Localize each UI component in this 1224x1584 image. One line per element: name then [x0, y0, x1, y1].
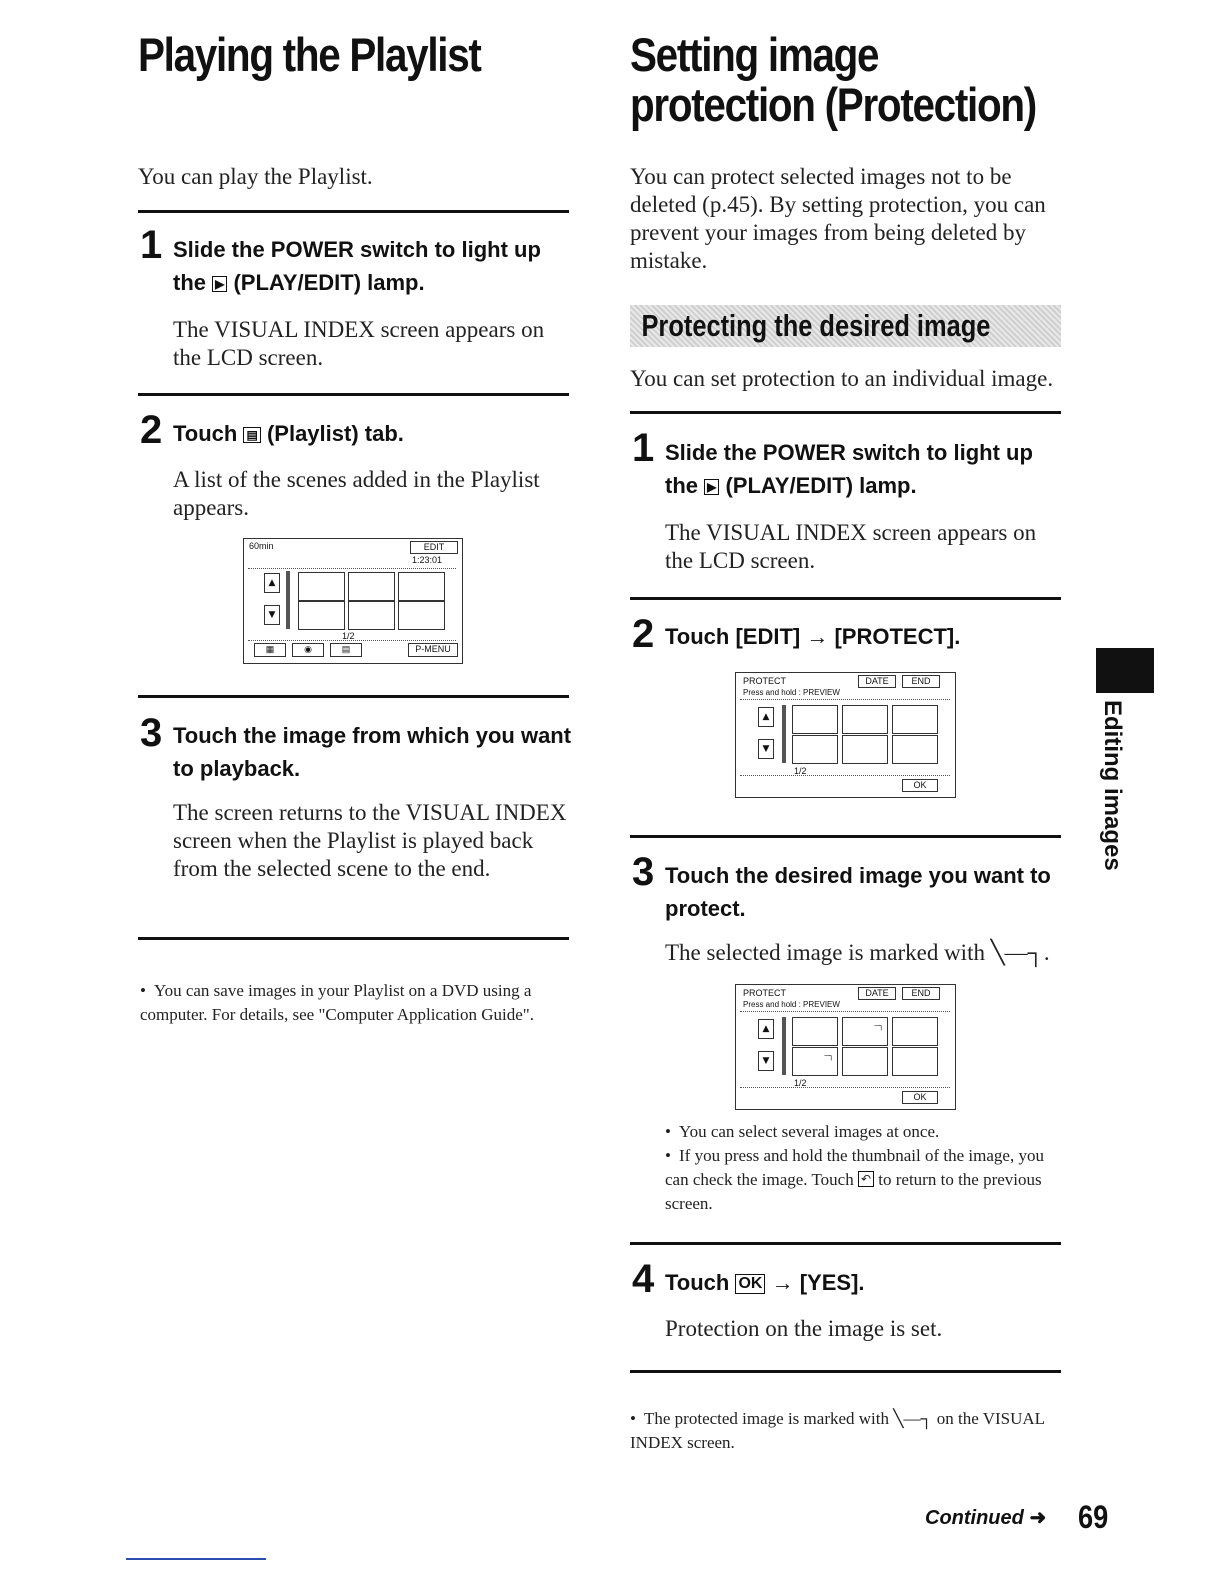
lcd-thumbnail-protected — [842, 1017, 888, 1046]
lcd-playlist-screen — [243, 538, 463, 664]
step-number: 4 — [632, 1257, 655, 1301]
lcd-ok-button: OK — [902, 1091, 938, 1104]
play-edit-icon: ▶ — [704, 479, 719, 495]
lcd-thumbnail — [892, 735, 938, 764]
lcd-thumbnail — [398, 572, 445, 601]
section-banner: Protecting the desired image — [630, 305, 1061, 347]
step-number: 3 — [632, 850, 655, 894]
divider — [630, 835, 1061, 838]
lcd-scrollbar — [782, 1017, 786, 1075]
lcd-end-button: END — [902, 987, 940, 1000]
lcd-divider — [740, 699, 950, 700]
step-title: Touch the image from which you want to playback. — [173, 723, 572, 781]
note-item: • You can select several images at once. — [665, 1122, 940, 1141]
divider — [138, 937, 569, 940]
return-icon: ↶ — [858, 1171, 874, 1187]
step-title: Slide the POWER switch to light up the ▶ (PLAY/EDIT) lamp. — [665, 440, 1033, 498]
lcd-remaining-time: 60min — [249, 541, 274, 551]
lcd-thumbnail — [792, 705, 838, 734]
step-body: The VISUAL INDEX screen appears on the LCD screen. — [665, 520, 1037, 573]
lcd-divider — [248, 568, 456, 569]
step3-notes — [665, 1120, 1065, 1216]
divider — [138, 695, 569, 698]
step-number: 2 — [140, 408, 163, 452]
lcd-thumbnail — [348, 572, 395, 601]
lcd-hint: Press and hold : PREVIEW — [743, 688, 840, 697]
lcd-scrollbar — [286, 571, 290, 629]
step-title: Touch ▤ (Playlist) tab. — [173, 421, 404, 446]
lcd-thumbnail — [298, 572, 345, 601]
divider — [630, 411, 1061, 414]
section-subtitle: You can set protection to an individual image. — [630, 366, 1054, 391]
step-number: 1 — [140, 223, 163, 267]
lcd-thumbnail — [842, 705, 888, 734]
lcd-thumbnail — [792, 1017, 838, 1046]
step-title: Touch [EDIT] → [PROTECT]. — [665, 624, 961, 649]
lcd-end-button: END — [902, 675, 940, 688]
lcd-thumbnail — [892, 705, 938, 734]
lcd-playlist-tab-icon: ▤ — [330, 643, 362, 657]
lcd-down-arrow-icon: ▼ — [264, 605, 280, 625]
lcd-thumbnail — [892, 1017, 938, 1046]
playlist-intro: You can play the Playlist. — [138, 164, 373, 189]
lcd-ok-button: OK — [902, 779, 938, 792]
protect-key-icon: ⎯┐ — [874, 1021, 884, 1030]
lcd-hint: Press and hold : PREVIEW — [743, 1000, 840, 1009]
play-edit-icon: ▶ — [212, 276, 227, 292]
lcd-page: 1/2 — [342, 631, 355, 641]
lcd-thumbnail — [842, 735, 888, 764]
lcd-page: 1/2 — [794, 1078, 807, 1088]
lcd-down-arrow-icon: ▼ — [758, 1051, 774, 1071]
lcd-protect-screen — [735, 672, 956, 798]
step-body: The selected image is marked with ╲—┐. — [665, 940, 1050, 965]
lcd-thumbnail — [398, 601, 445, 630]
lcd-pmenu-button: P-MENU — [408, 643, 458, 657]
protect-key-icon: ⎯┐ — [824, 1051, 834, 1060]
lcd-thumbnail — [298, 601, 345, 630]
lcd-thumbnail — [792, 735, 838, 764]
section-tab-marker — [1096, 648, 1154, 693]
lcd-up-arrow-icon: ▲ — [758, 1019, 774, 1039]
lcd-divider — [740, 775, 950, 776]
lcd-divider — [740, 1087, 950, 1088]
lcd-protect-title: PROTECT — [743, 988, 787, 998]
step-number: 3 — [140, 711, 163, 755]
lcd-counter: 1:23:01 — [412, 555, 443, 565]
continued-label: Continued ➜ — [925, 1507, 1047, 1529]
lcd-edit-button: EDIT — [410, 541, 458, 554]
step-number: 2 — [632, 612, 655, 656]
divider — [630, 1370, 1061, 1373]
page-title-protection-line2: protection (Protection) — [630, 78, 1036, 131]
step-body: The screen returns to the VISUAL INDEX screen when the Playlist is played back from the selected scene to the end. — [173, 800, 567, 881]
divider — [630, 597, 1061, 600]
protection-intro: You can protect selected images not to be deleted (p.45). By setting protection, you can prevent your images from being deleted by mistake. — [630, 164, 1046, 273]
divider — [630, 1242, 1061, 1245]
page-title-protection-line1: Setting image — [630, 28, 879, 81]
lcd-date-button: DATE — [858, 675, 896, 688]
page-number: 69 — [1078, 1499, 1109, 1535]
step-body: A list of the scenes added in the Playlist appears. — [173, 467, 540, 520]
note: • The protected image is marked with ╲—┐ on the VISUAL INDEX screen. — [630, 1409, 1045, 1452]
lcd-page: 1/2 — [794, 766, 807, 776]
lcd-thumbnail — [892, 1047, 938, 1076]
lcd-down-arrow-icon: ▼ — [758, 739, 774, 759]
lcd-film-tab-icon: ▦ — [254, 643, 286, 657]
step-title: Touch OK → [YES]. — [665, 1270, 865, 1295]
lcd-protect-title: PROTECT — [743, 676, 787, 686]
ok-button-icon: OK — [735, 1274, 765, 1294]
note: • You can save images in your Playlist on a DVD using a computer. For details, see "Computer Application Guide". — [140, 981, 534, 1024]
step-title: Slide the POWER switch to light up the ▶ (PLAY/EDIT) lamp. — [173, 237, 541, 295]
step-body: Protection on the image is set. — [665, 1316, 943, 1341]
step-body: The VISUAL INDEX screen appears on the LCD screen. — [173, 317, 545, 370]
footer-rule — [126, 1558, 266, 1560]
lcd-divider — [248, 640, 456, 641]
page-title-playlist: Playing the Playlist — [138, 28, 481, 81]
lcd-up-arrow-icon: ▲ — [264, 573, 280, 593]
lcd-thumbnail — [842, 1047, 888, 1076]
note-item: • If you press and hold the thumbnail of the image, you can check the image. Touch ↶ to return to the previous screen. — [665, 1146, 1044, 1213]
section-tab-label: Editing images — [1099, 700, 1126, 871]
divider — [138, 393, 569, 396]
step-number: 1 — [632, 426, 655, 470]
lcd-thumbnail-protected — [792, 1047, 838, 1076]
arrow-right-icon: ➜ — [1029, 1507, 1047, 1529]
lcd-thumbnail — [348, 601, 395, 630]
step-title: Touch the desired image you want to protect. — [665, 863, 1051, 921]
lcd-date-button: DATE — [858, 987, 896, 1000]
lcd-divider — [740, 1011, 950, 1012]
lcd-up-arrow-icon: ▲ — [758, 707, 774, 727]
divider — [138, 210, 569, 213]
playlist-tab-icon: ▤ — [243, 427, 260, 443]
lcd-scrollbar — [782, 705, 786, 763]
lcd-protect-screen-marked — [735, 984, 956, 1110]
lcd-camera-tab-icon: ◉ — [292, 643, 324, 657]
